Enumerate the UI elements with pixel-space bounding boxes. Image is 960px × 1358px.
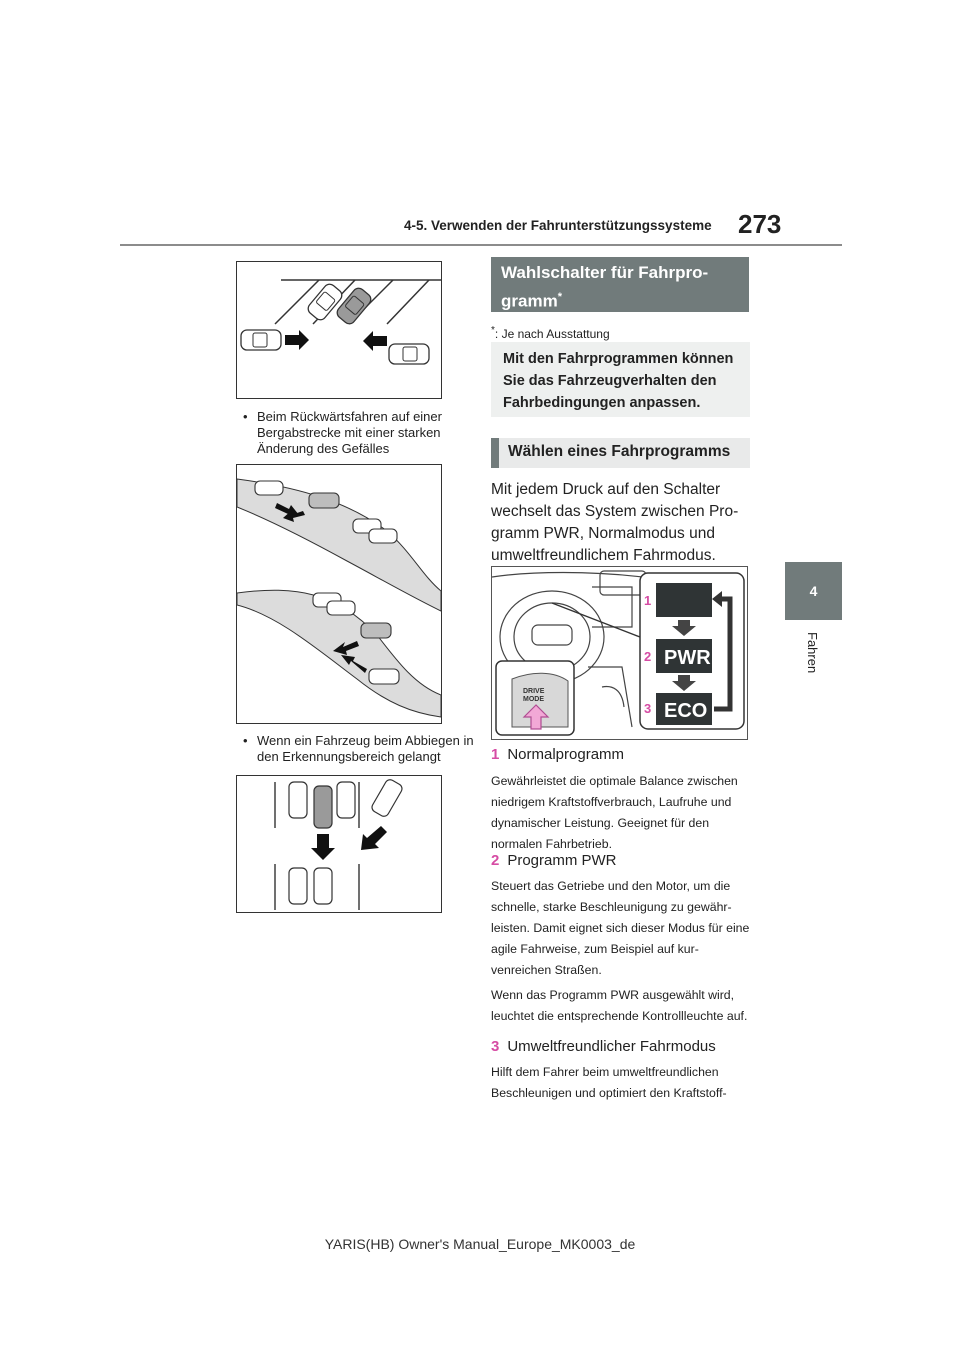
item-heading-normal	[491, 746, 624, 763]
section-heading-text: Wahlschalter für Fahrprogramm	[501, 263, 709, 311]
item-body-paragraph: Steuert das Getriebe und den Motor, um die schnelle, starke Beschleunigung zu gewährleisten. Damit eignet sich dieser Modus für eine agile Fahrweise, zum Beispiel auf kurvenreichen Straßen.	[491, 879, 750, 977]
item-number: 1	[491, 746, 500, 763]
callout-2: 2	[644, 649, 652, 664]
item-body-eco: Hilft dem Fahrer beim umweltfreundlichen Beschleunigen und optimiert den Kraftstoff-	[491, 1065, 727, 1100]
item-number: 2	[491, 852, 500, 869]
chapter-label-text: Fahren	[805, 632, 820, 674]
parking-diagram	[237, 262, 441, 398]
car	[337, 782, 355, 818]
bullet-text: Wenn ein Fahrzeug beim Abbiegen in den Erkennungsbereich gelangt	[257, 733, 474, 764]
bullet-item	[243, 733, 483, 769]
reversing-car	[241, 330, 281, 350]
item-title: Normalprogramm	[507, 746, 625, 763]
bullet-item	[243, 409, 483, 459]
downhill-diagram	[237, 465, 441, 723]
drive-mode-illustration	[491, 566, 748, 740]
normal-mode-indicator	[656, 583, 712, 617]
subheading: Wählen eines Fahrprogramms	[491, 438, 750, 468]
car	[314, 868, 332, 904]
downhill-illustration	[236, 464, 442, 724]
car	[289, 782, 307, 818]
item-body-normal: Gewährleistet die optimale Balance zwischen niedrigem Kraftstoffverbrauch, Laufruhe und dynamischer Leistung. Geeignet für den normalen Fahrbetrieb.	[491, 774, 738, 851]
arrow-down-icon	[311, 834, 335, 860]
car	[369, 529, 397, 543]
drive-mode-label-2: MODE	[523, 696, 544, 703]
item-body-pwr	[491, 876, 753, 1027]
car	[369, 669, 399, 684]
item-number: 3	[491, 1038, 500, 1055]
footnote	[491, 325, 610, 341]
section-heading	[491, 257, 749, 312]
drive-mode-label-1: DRIVE	[523, 688, 545, 695]
callout-3: 3	[644, 701, 652, 716]
section-heading-mark: *	[557, 291, 562, 303]
item-title: Programm PWR	[507, 852, 617, 869]
turning-car	[370, 778, 404, 818]
parking-illustration	[236, 261, 442, 399]
bullet-text: Beim Rückwärtsfahren auf einer Bergabstrecke mit einer starken Änderung des Gefälles	[257, 409, 442, 456]
item-body-paragraph: Wenn das Programm PWR ausgewählt wird, leuchtet die entsprechende Kontrollleuchte auf.	[491, 988, 748, 1023]
pwr-label: PWR	[664, 647, 711, 669]
car	[255, 481, 283, 495]
footnote-text: : Je nach Ausstattung	[494, 327, 610, 341]
summary-box: Mit den Fahrprogrammen können Sie das Fahrzeugverhalten den Fahrbedingungen anpassen.	[491, 342, 750, 417]
bullet-glyph: •	[243, 733, 248, 748]
car	[309, 493, 339, 508]
chapter-label	[798, 632, 828, 682]
car	[327, 601, 355, 615]
arrow-diagonal-icon	[361, 826, 387, 850]
turning-diagram	[237, 776, 441, 912]
drive-mode-diagram	[492, 567, 747, 739]
arrow-left-icon	[363, 331, 387, 351]
intro-paragraph: Mit jedem Druck auf den Schalter wechselt das System zwischen Programm PWR, Normalmodus und umweltfreundlichem Fahrmodus.	[491, 481, 739, 564]
item-title: Umweltfreundlicher Fahrmodus	[507, 1038, 716, 1055]
car	[289, 868, 307, 904]
eco-label: ECO	[664, 700, 708, 722]
header-divider	[120, 244, 842, 246]
item-heading-eco	[491, 1038, 716, 1055]
callout-1: 1	[644, 593, 652, 608]
bullet-glyph: •	[243, 409, 248, 424]
approaching-car	[389, 344, 429, 364]
car	[361, 623, 391, 638]
arrow-right-icon	[285, 330, 309, 350]
section-title: 4-5. Verwenden der Fahrunterstützungssysteme	[404, 218, 712, 233]
page-number: 273	[738, 209, 782, 239]
chapter-tab[interactable]: 4	[785, 562, 842, 620]
footnote-mark: *	[491, 325, 495, 336]
footer-text: YARIS(HB) Owner's Manual_Europe_MK0003_de	[324, 1236, 636, 1252]
turning-illustration	[236, 775, 442, 913]
item-heading-pwr	[491, 852, 617, 869]
car-highlight	[314, 786, 332, 828]
